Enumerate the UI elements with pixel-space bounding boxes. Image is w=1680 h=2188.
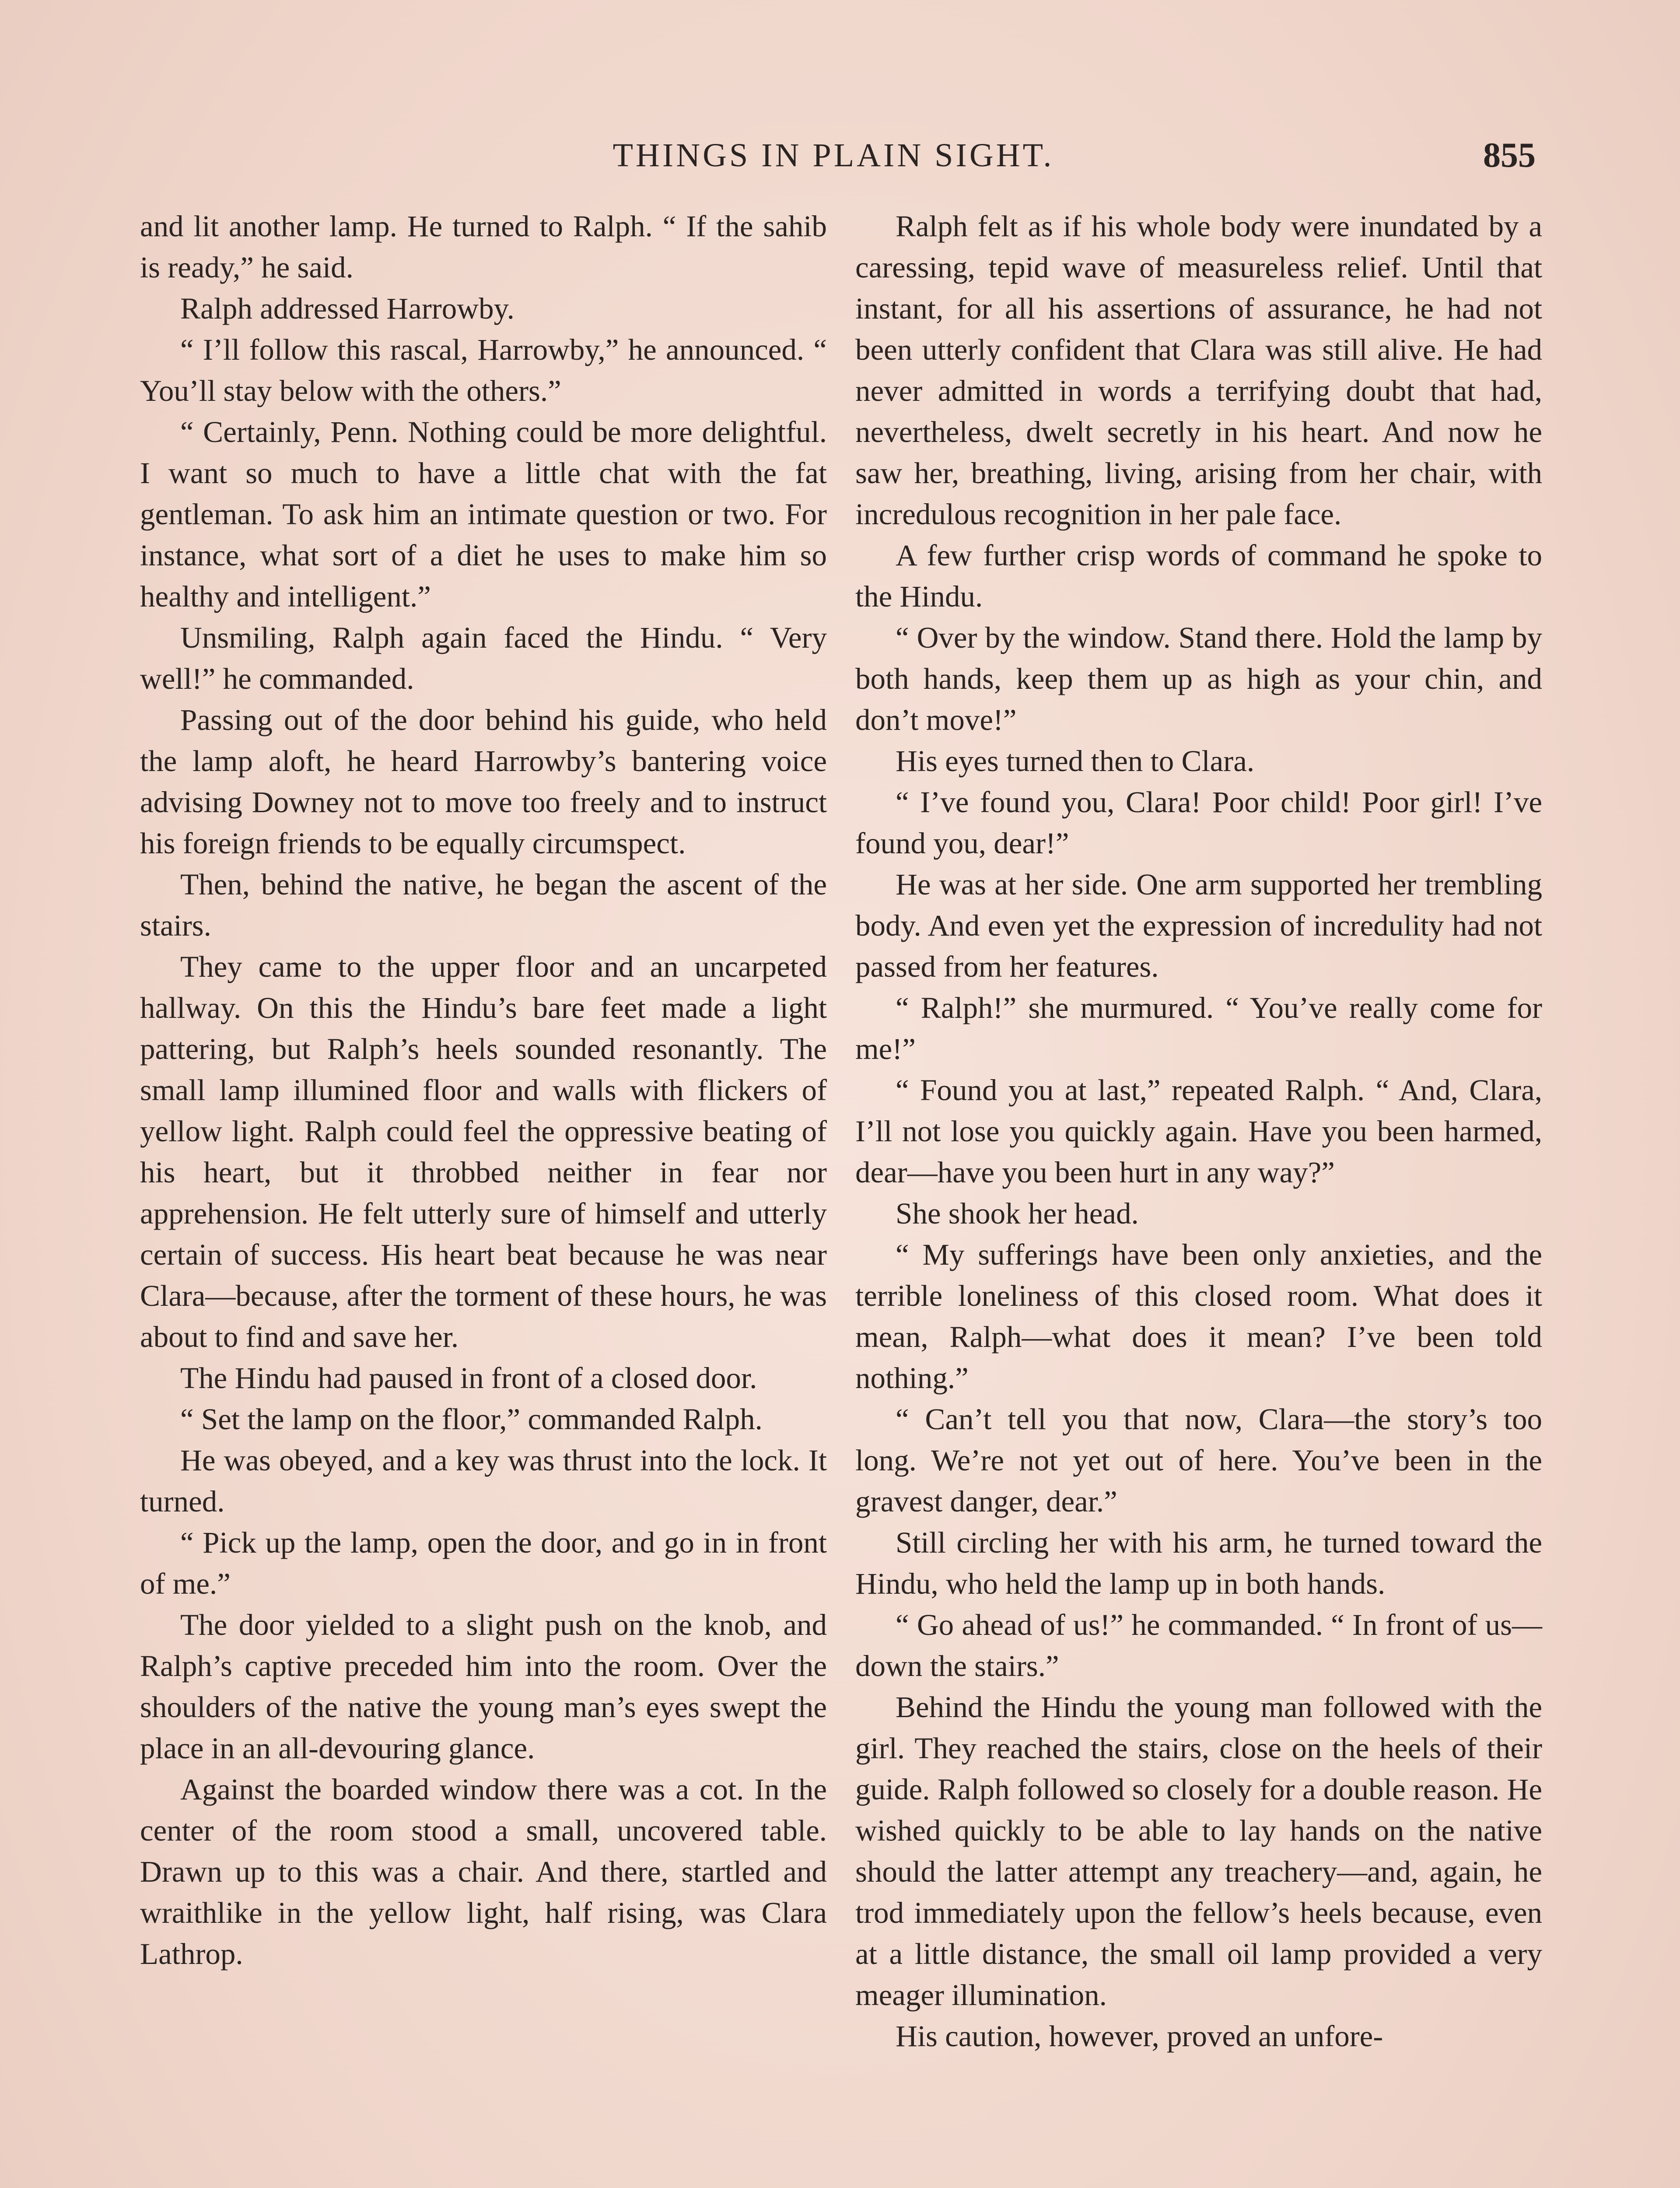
left-column	[140, 206, 827, 1974]
paragraph: He was obeyed, and a key was thrust into the lock. It turned.	[140, 1444, 827, 1518]
paragraph: “ Certainly, Penn. Nothing could be more delightful. I want so much to have a little chat with the fat gentleman. To ask him an intimate question or two. For instance, what sort of a diet he uses to make him so healthy and intelligent.”	[140, 415, 827, 613]
running-title: THINGS IN PLAIN SIGHT.	[612, 137, 1054, 174]
paragraph: “ I’ll follow this rascal, Harrowby,” he announced. “ You’ll stay below with the others.”	[140, 333, 827, 407]
paragraph: “ I’ve found you, Clara! Poor child! Poor girl! I’ve found you, dear!”	[855, 785, 1542, 860]
paragraph: They came to the upper floor and an uncarpeted hallway. On this the Hindu’s bare feet made a light pattering, but Ralph’s heels sounded resonantly. The small lamp illumined floor and walls with flickers of yellow light. Ralph could feel the oppressive beating of his heart, but it throbbed neither in fear nor apprehension. He felt utterly sure of himself and utterly certain of success. His heart beat because he was near Clara—because, after the torment of these hours, he was about to find and save her.	[140, 950, 827, 1353]
page-header	[131, 131, 1536, 179]
paragraph: “ Found you at last,” repeated Ralph. “ And, Clara, I’ll not lose you quickly again. Have you been harmed, dear—have you been hurt in any way?”	[855, 1073, 1542, 1189]
page-number: 855	[1483, 136, 1536, 175]
paragraph: “ Pick up the lamp, open the door, and go in in front of me.”	[140, 1526, 827, 1600]
paragraph: The Hindu had paused in front of a closed door.	[180, 1361, 757, 1395]
paragraph: Ralph addressed Harrowby.	[180, 292, 514, 325]
paragraph: Still circling her with his arm, he turned toward the Hindu, who held the lamp up in both hands.	[855, 1526, 1542, 1600]
paragraph: Then, behind the native, he began the ascent of the stairs.	[140, 868, 827, 942]
paragraph: Ralph felt as if his whole body were inundated by a caressing, tepid wave of measureless relief. Until that instant, for all his assertions of assurance, he had not been utterly confident that Clara was still alive. He had never admitted in words a terrifying doubt that had, nevertheless, dwelt secretly in his heart. And now he saw her, breathing, living, arising from her chair, with incredulous recognition in her pale face.	[855, 210, 1542, 531]
paragraph: She shook her head.	[896, 1197, 1139, 1230]
paragraph: Unsmiling, Ralph again faced the Hindu. “ Very well!” he commanded.	[140, 621, 827, 695]
right-column	[855, 206, 1542, 2057]
paragraph: Against the boarded window there was a cot. In the center of the room stood a small, uncovered table. Drawn up to this was a chair. And there, startled and wraithlike in the yellow light, half rising, was Clara Lathrop.	[140, 1773, 827, 1971]
paragraph: His caution, however, proved an unfore-	[896, 2020, 1383, 2053]
paragraph: “ My sufferings have been only anxieties, and the terrible loneliness of this closed room. What does it mean, Ralph—what does it mean? I’ve been told nothing.”	[855, 1238, 1542, 1395]
paragraph: and lit another lamp. He turned to Ralph. “ If the sahib is ready,” he said.	[140, 210, 827, 284]
paragraph: A few further crisp words of command he spoke to the Hindu.	[855, 539, 1542, 613]
paragraph: “ Can’t tell you that now, Clara—the story’s too long. We’re not yet out of here. You’ve been in the gravest danger, dear.”	[855, 1403, 1542, 1518]
paragraph: He was at her side. One arm supported her trembling body. And even yet the expression of incredulity had not passed from her features.	[855, 868, 1542, 983]
paragraph: “ Go ahead of us!” he commanded. “ In front of us—down the stairs.”	[855, 1608, 1542, 1683]
paragraph: Passing out of the door behind his guide, who held the lamp aloft, he heard Harrowby’s bantering voice advising Downey not to move too freely and to instruct his foreign friends to be equally circumspect.	[140, 703, 827, 860]
paragraph: “ Over by the window. Stand there. Hold the lamp by both hands, keep them up as high as your chin, and don’t move!”	[855, 621, 1542, 736]
paragraph: Behind the Hindu the young man followed with the girl. They reached the stairs, close on the heels of their guide. Ralph followed so closely for a double reason. He wished quickly to be able to lay hands on the native should the latter attempt any treachery—and, again, he trod immediately upon the fellow’s heels because, even at a little distance, the small oil lamp provided a very meager illumination.	[855, 1690, 1542, 2012]
paragraph: His eyes turned then to Clara.	[896, 744, 1255, 778]
paragraph: The door yielded to a slight push on the knob, and Ralph’s captive preceded him into the room. Over the shoulders of the native the young man’s eyes swept the place in an all-devouring glance.	[140, 1608, 827, 1765]
paragraph: “ Set the lamp on the floor,” commanded Ralph.	[180, 1403, 763, 1436]
paragraph: “ Ralph!” she murmured. “ You’ve really come for me!”	[855, 991, 1542, 1066]
